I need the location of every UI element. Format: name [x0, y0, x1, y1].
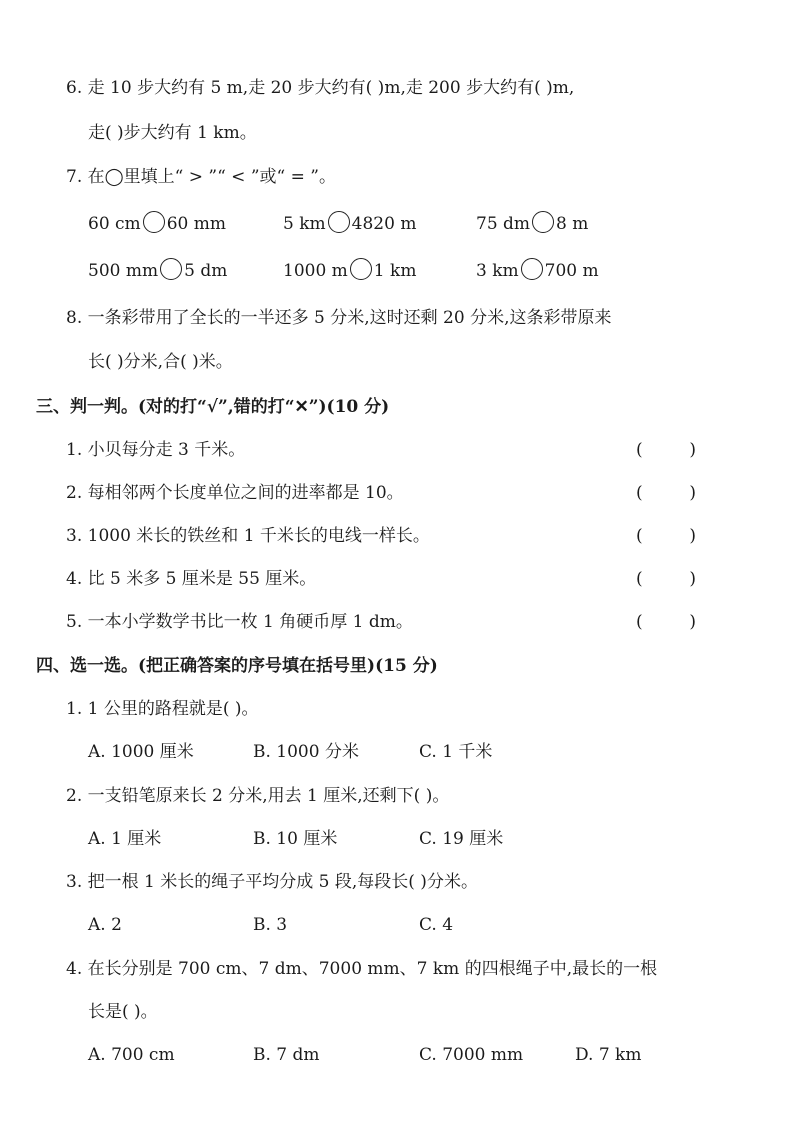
choice-option[interactable]: C. 7000 mm	[419, 1045, 524, 1065]
compare-left: 3 km	[476, 261, 519, 281]
choice-option[interactable]: A. 1 厘米	[88, 829, 162, 849]
judge-section-heading: 三、判一判。(对的打“√”,错的打“✕”)(10 分)	[36, 397, 390, 417]
paren-open: (	[636, 440, 643, 460]
answer-circle[interactable]	[521, 258, 543, 280]
answer-parentheses[interactable]	[636, 567, 696, 591]
choice-option[interactable]: C. 4	[419, 915, 454, 935]
answer-circle[interactable]	[532, 211, 554, 233]
choice-q1-stem: 1. 1 公里的路程就是( )。	[66, 699, 259, 719]
compare-right: 8 m	[556, 214, 589, 234]
paren-close: )	[689, 483, 696, 503]
paren-open: (	[636, 612, 643, 632]
compare-item	[283, 211, 416, 236]
choice-section-heading: 四、选一选。(把正确答案的序号填在括号里)(15 分)	[36, 656, 438, 676]
compare-right: 60 mm	[166, 214, 226, 234]
choice-option[interactable]: A. 1000 厘米	[88, 742, 194, 762]
choice-q3-stem: 3. 把一根 1 米长的绳子平均分成 5 段,每段长( )分米。	[66, 872, 478, 892]
choice-option[interactable]: B. 7 dm	[253, 1045, 320, 1065]
choice-option[interactable]: B. 10 厘米	[253, 829, 338, 849]
answer-circle[interactable]	[328, 211, 350, 233]
compare-right: 1 km	[373, 261, 417, 281]
q7-title: 7. 在◯里填上“ > ”“ < ”或“ = ”。	[66, 167, 336, 187]
compare-left: 500 mm	[88, 261, 159, 281]
answer-parentheses[interactable]	[636, 610, 696, 634]
choice-option[interactable]: B. 3	[253, 915, 288, 935]
answer-circle[interactable]	[143, 211, 165, 233]
answer-circle[interactable]	[160, 258, 182, 280]
compare-left: 5 km	[283, 214, 326, 234]
compare-left: 75 dm	[476, 214, 531, 234]
choice-option[interactable]: D. 7 km	[575, 1045, 642, 1065]
judge-item-1: 1. 小贝每分走 3 千米。	[66, 440, 246, 460]
judge-item-3: 3. 1000 米长的铁丝和 1 千米长的电线一样长。	[66, 526, 430, 546]
choice-option[interactable]: C. 1 千米	[419, 742, 493, 762]
choice-option[interactable]: B. 1000 分米	[253, 742, 359, 762]
compare-item	[283, 258, 416, 283]
q8-line-1: 8. 一条彩带用了全长的一半还多 5 分米,这时还剩 20 分米,这条彩带原来	[66, 308, 612, 328]
paren-open: (	[636, 526, 643, 546]
paren-close: )	[689, 526, 696, 546]
paren-close: )	[689, 440, 696, 460]
compare-right: 4820 m	[351, 214, 417, 234]
q8-line-2: 长( )分米,合( )米。	[88, 352, 233, 372]
paren-close: )	[689, 612, 696, 632]
answer-parentheses[interactable]	[636, 438, 696, 462]
judge-item-2: 2. 每相邻两个长度单位之间的进率都是 10。	[66, 483, 404, 503]
compare-right: 700 m	[544, 261, 599, 281]
compare-item	[88, 258, 227, 283]
paren-open: (	[636, 483, 643, 503]
paren-open: (	[636, 569, 643, 589]
choice-option[interactable]: C. 19 厘米	[419, 829, 504, 849]
judge-item-4: 4. 比 5 米多 5 厘米是 55 厘米。	[66, 569, 317, 589]
compare-right: 5 dm	[184, 261, 228, 281]
paren-close: )	[689, 569, 696, 589]
choice-q4-stem-line-2: 长是( )。	[88, 1002, 158, 1022]
choice-q4-stem-line-1: 4. 在长分别是 700 cm、7 dm、7000 mm、7 km 的四根绳子中,最长的一根	[66, 959, 658, 979]
compare-item	[476, 258, 599, 283]
answer-parentheses[interactable]	[636, 481, 696, 505]
judge-item-5: 5. 一本小学数学书比一枚 1 角硬币厚 1 dm。	[66, 612, 413, 632]
choice-option[interactable]: A. 2	[88, 915, 122, 935]
compare-item	[476, 211, 588, 236]
choice-q2-stem: 2. 一支铅笔原来长 2 分米,用去 1 厘米,还剩下( )。	[66, 786, 450, 806]
compare-left: 60 cm	[88, 214, 141, 234]
q6-line-1: 6. 走 10 步大约有 5 m,走 20 步大约有( )m,走 200 步大约有( )m,	[66, 78, 575, 98]
answer-circle[interactable]	[350, 258, 372, 280]
compare-left: 1000 m	[283, 261, 348, 281]
choice-option[interactable]: A. 700 cm	[88, 1045, 175, 1065]
compare-item	[88, 211, 226, 236]
answer-parentheses[interactable]	[636, 524, 696, 548]
q6-line-2: 走( )步大约有 1 km。	[88, 123, 257, 143]
